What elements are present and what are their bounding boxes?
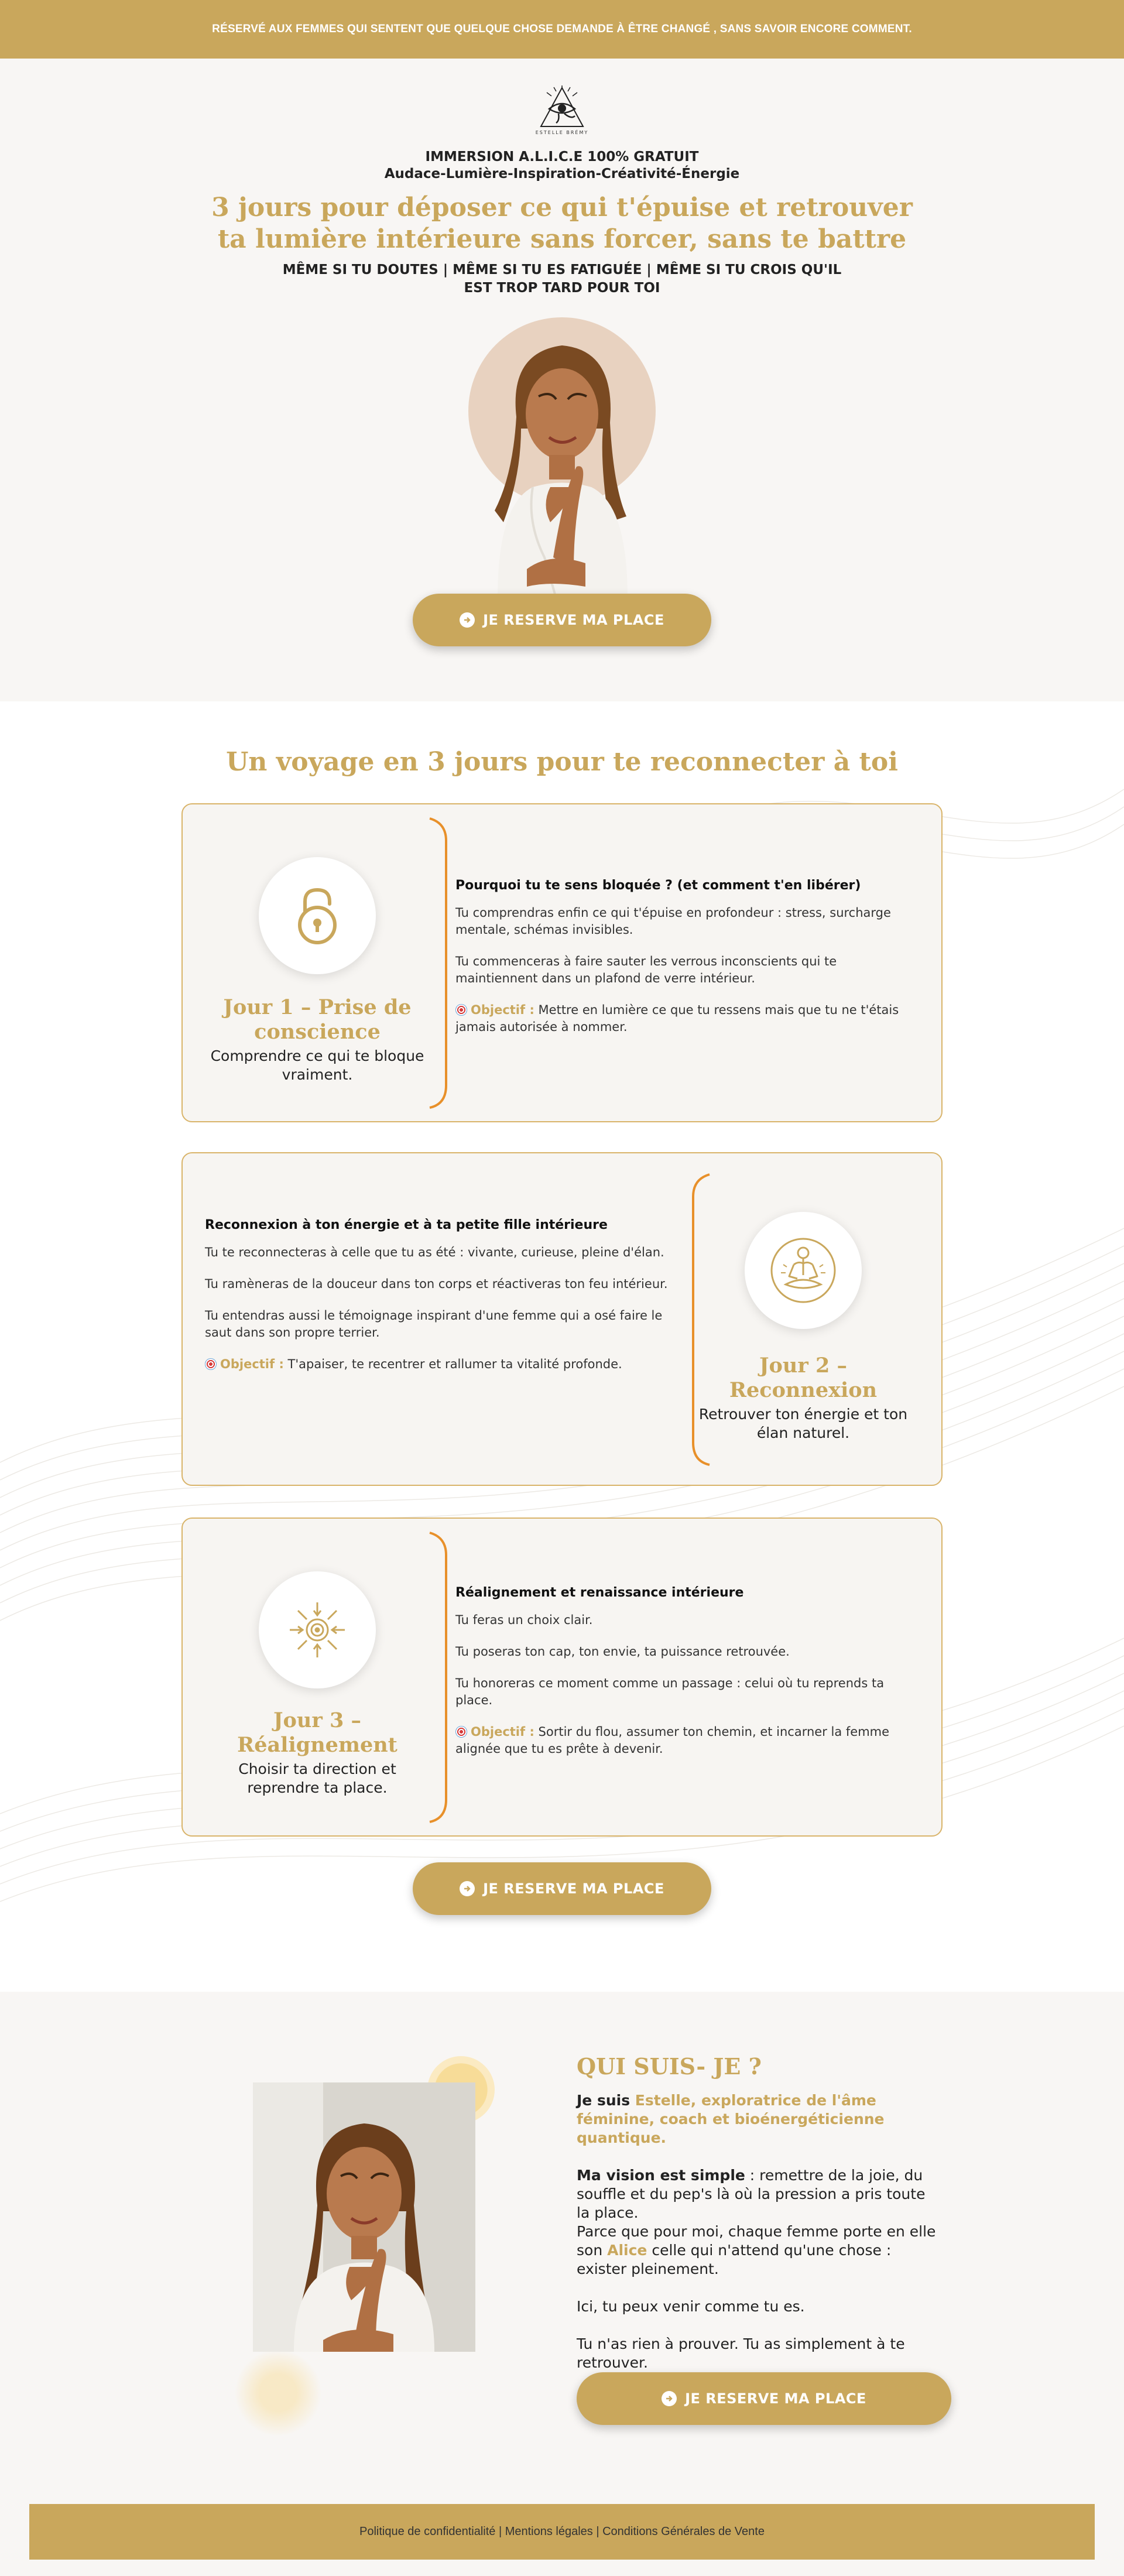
target-icon bbox=[205, 1358, 217, 1370]
day-2-paragraph-3: Tu entendras aussi le témoignage inspirant d'une femme qui a osé faire le saut dans son propre terrier. bbox=[205, 1308, 663, 1340]
vision-label: Ma vision est simple bbox=[577, 2167, 745, 2184]
day-2-subtitle: Retrouver ton énergie et ton élan naturel. bbox=[698, 1406, 908, 1441]
day-2-heading: Reconnexion à ton énergie et à ta petite fille intérieure bbox=[205, 1218, 608, 1232]
target-icon bbox=[455, 1004, 467, 1016]
target-icon bbox=[455, 1726, 467, 1738]
target-arrows-icon bbox=[285, 1598, 349, 1662]
arrow-circle-right-icon bbox=[662, 2391, 677, 2406]
journey-section bbox=[0, 701, 1124, 1992]
reserve-button-label: JE RESERVE MA PLACE bbox=[483, 612, 664, 628]
day-2-card bbox=[181, 1152, 943, 1486]
hero-section bbox=[0, 59, 1124, 701]
objective-label: Objectif : bbox=[471, 1725, 534, 1739]
day-1-objective bbox=[455, 1002, 912, 1036]
day-3-paragraph-3: Tu honoreras ce moment comme un passage : celui où tu reprends ta place. bbox=[455, 1676, 885, 1707]
reserve-button-label: JE RESERVE MA PLACE bbox=[483, 1880, 664, 1897]
day-2-content bbox=[205, 1217, 679, 1388]
day-3-paragraph-1: Tu feras un choix clair. bbox=[455, 1613, 593, 1627]
day-3-paragraph-2: Tu poseras ton cap, ton envie, ta puissance retrouvée. bbox=[455, 1645, 790, 1659]
day-2-title: Jour 2 – Reconnexion bbox=[729, 1354, 878, 1402]
objective-label: Objectif : bbox=[220, 1357, 284, 1371]
about-why bbox=[577, 2222, 940, 2279]
day-3-subtitle: Choisir ta direction et reprendre ta place. bbox=[238, 1760, 396, 1796]
objective-text: Sortir du flou, assumer ton chemin, et incarner la femme alignée que tu es prête à devenir. bbox=[455, 1725, 890, 1756]
day-3-objective bbox=[455, 1724, 912, 1758]
objective-label: Objectif : bbox=[471, 1003, 534, 1017]
day-1-subtitle: Comprendre ce qui te bloque vraiment. bbox=[210, 1047, 424, 1083]
objective-text: Mettre en lumière ce que tu ressens mais que tu ne t'étais jamais autorisée à nommer. bbox=[455, 1003, 899, 1034]
why-name: Alice bbox=[607, 2242, 647, 2259]
day-3-badge bbox=[259, 1571, 376, 1688]
about-portrait-image bbox=[253, 2082, 475, 2352]
day-1-content bbox=[455, 877, 912, 1050]
day-3-divider bbox=[429, 1532, 448, 1823]
about-title: QUI SUIS- JE ? bbox=[577, 2053, 762, 2080]
reserve-button-top[interactable] bbox=[413, 594, 711, 646]
intro-prefix: Je suis bbox=[577, 2092, 635, 2109]
day-1-divider bbox=[429, 817, 448, 1109]
logo-wordmark: ESTELLE BRÉMY bbox=[535, 130, 589, 135]
day-2-objective bbox=[205, 1356, 679, 1373]
about-come: Ici, tu peux venir comme tu es. bbox=[577, 2298, 805, 2315]
about-vision bbox=[577, 2166, 940, 2222]
brand-logo[interactable] bbox=[533, 82, 591, 141]
eye-of-horus-logo-icon bbox=[539, 85, 585, 129]
day-2-paragraph-2: Tu ramèneras de la douceur dans ton corps et réactiveras ton feu intérieur. bbox=[205, 1277, 668, 1291]
reserve-button-label: JE RESERVE MA PLACE bbox=[685, 2390, 866, 2407]
day-3-card bbox=[181, 1517, 943, 1837]
journey-title: Un voyage en 3 jours pour te reconnecter à toi bbox=[226, 747, 898, 777]
hero-portrait-image bbox=[462, 311, 662, 598]
day-3-heading: Réalignement et renaissance intérieure bbox=[455, 1585, 744, 1600]
about-intro bbox=[577, 2091, 940, 2147]
about-text bbox=[577, 2091, 940, 2391]
padlock-open-icon bbox=[291, 886, 344, 945]
hero-subtitle: MÊME SI TU DOUTES | MÊME SI TU ES FATIGUÉE | MÊME SI TU CROIS QU'IL EST TROP TARD POUR TOI bbox=[282, 262, 842, 296]
day-3-content bbox=[455, 1584, 912, 1772]
about-section bbox=[0, 1992, 1124, 2576]
announcement-text: RÉSERVÉ AUX FEMMES QUI SENTENT QUE QUELQUE CHOSE DEMANDE À ÊTRE CHANGÉ , SANS SAVOIR ENCORE COMMENT. bbox=[212, 23, 912, 35]
day-1-heading: Pourquoi tu te sens bloquée ? (et comment t'en libérer) bbox=[455, 878, 861, 893]
why-suffix: celle qui n'attend qu'une chose : exister pleinement. bbox=[577, 2242, 892, 2277]
day-1-title: Jour 1 – Prise de conscience bbox=[223, 995, 412, 1044]
arrow-circle-right-icon bbox=[460, 612, 475, 628]
arrow-circle-right-icon bbox=[460, 1881, 475, 1896]
day-1-badge bbox=[259, 857, 376, 974]
day-2-badge bbox=[745, 1212, 862, 1329]
top-announcement-bar bbox=[0, 0, 1124, 59]
about-prove: Tu n'as rien à prouver. Tu as simplement à te retrouver. bbox=[577, 2335, 905, 2371]
day-1-paragraph-1: Tu comprendras enfin ce qui t'épuise en profondeur : stress, surcharge mentale, schémas invisibles. bbox=[455, 906, 891, 937]
day-1-card bbox=[181, 803, 943, 1122]
meditation-icon bbox=[768, 1235, 838, 1306]
footer bbox=[29, 2504, 1095, 2560]
why-prefix: Parce que pour moi, chaque femme porte en elle son bbox=[577, 2223, 936, 2259]
day-3-title: Jour 3 – Réalignement bbox=[237, 1708, 397, 1757]
acronym-label: Audace-Lumière-Inspiration-Créativité-Énergie bbox=[384, 166, 740, 181]
hero-title: 3 jours pour déposer ce qui t'épuise et retrouver ta lumière intérieure sans forcer, sans te battre bbox=[211, 193, 913, 254]
footer-links[interactable]: Politique de confidentialité | Mentions légales | Conditions Générales de Vente bbox=[359, 2525, 765, 2538]
day-2-paragraph-1: Tu te reconnecteras à celle que tu as été : vivante, curieuse, pleine d'élan. bbox=[205, 1245, 664, 1259]
reserve-button-bottom[interactable] bbox=[577, 2372, 951, 2425]
intro-name: Estelle, exploratrice de l'âme féminine, coach et bioénergéticienne quantique. bbox=[577, 2092, 885, 2146]
reserve-button-middle[interactable] bbox=[413, 1862, 711, 1915]
day-1-paragraph-2: Tu commenceras à faire sauter les verrous inconscients qui te maintiennent dans un plafond de verre intérieur. bbox=[455, 954, 837, 985]
immersion-label: IMMERSION A.L.I.C.E 100% GRATUIT bbox=[425, 149, 699, 165]
dots-decoration bbox=[234, 2349, 322, 2437]
objective-text: T'apaiser, te recentrer et rallumer ta vitalité profonde. bbox=[287, 1357, 622, 1371]
vision-text: : remettre de la joie, du souffle et du pep's là où la pression a pris toute la place. bbox=[577, 2167, 926, 2221]
